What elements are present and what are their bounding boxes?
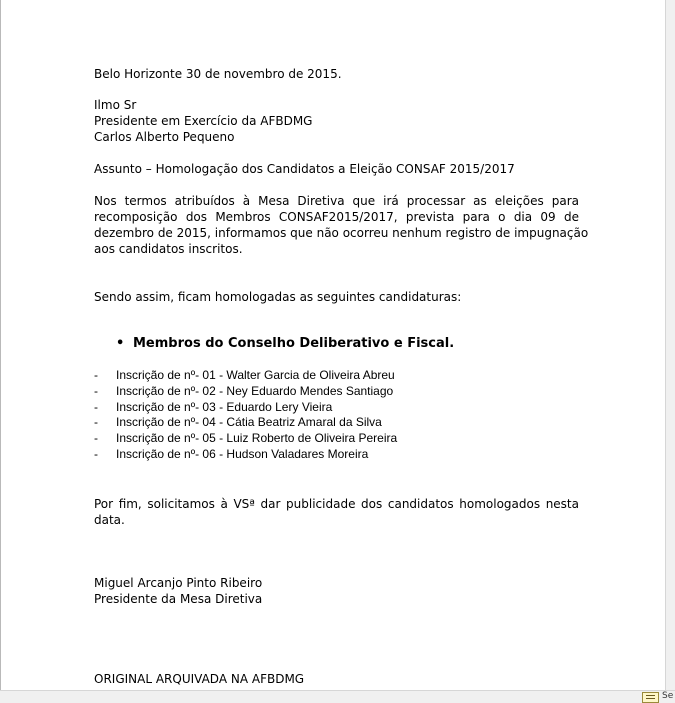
vertical-scrollbar[interactable] xyxy=(665,0,675,690)
candidate-text: Inscrição de nº- 05 - Luiz Roberto de Oliveira Pereira xyxy=(116,431,398,445)
archive-note: ORIGINAL ARQUIVADA NA AFBDMG xyxy=(94,672,305,686)
candidate-item xyxy=(94,414,382,430)
intro-paragraph-line: Nos termos atribuídos à Mesa Diretiva que irá processar as eleições para xyxy=(94,194,579,208)
subject-line: Assunto – Homologação dos Candidatos a Eleição CONSAF 2015/2017 xyxy=(94,162,515,176)
dash-marker: - xyxy=(94,368,98,382)
candidate-item xyxy=(94,399,333,415)
addressee-salutation: Ilmo Sr xyxy=(94,98,137,112)
document-status-icon[interactable] xyxy=(642,692,659,703)
candidate-item xyxy=(94,446,369,462)
intro-paragraph-line: recomposição dos Membros CONSAF2015/2017, prevista para o dia 09 de xyxy=(94,210,579,224)
candidate-text: Inscrição de nº- 06 - Hudson Valadares Moreira xyxy=(116,447,369,461)
candidate-text: Inscrição de nº- 01 - Walter Garcia de Oliveira Abreu xyxy=(116,368,395,382)
section-heading xyxy=(116,336,454,352)
intro-paragraph-line: dezembro de 2015, informamos que não ocorreu nenhum registro de impugnação xyxy=(94,226,589,240)
closing-paragraph xyxy=(94,496,579,528)
dash-marker: - xyxy=(94,431,98,445)
dash-marker: - xyxy=(94,384,98,398)
dash-marker: - xyxy=(94,415,98,429)
addressee-position: Presidente em Exercício da AFBDMG xyxy=(94,114,313,128)
dash-marker: - xyxy=(94,400,98,414)
candidate-item xyxy=(94,367,395,383)
intro-paragraph-line: aos candidatos inscritos. xyxy=(94,242,243,256)
status-text: Se xyxy=(662,691,674,701)
dash-marker: - xyxy=(94,447,98,461)
closing-paragraph-line: Por fim, solicitamos à VSª dar publicidade dos candidatos homologados nesta xyxy=(94,497,579,511)
candidate-item xyxy=(94,383,394,399)
candidate-text: Inscrição de nº- 02 - Ney Eduardo Mendes Santiago xyxy=(116,384,394,398)
candidatures-intro: Sendo assim, ficam homologadas as seguintes candidaturas: xyxy=(94,290,462,304)
candidate-text: Inscrição de nº- 04 - Cátia Beatriz Amaral da Silva xyxy=(116,415,382,429)
closing-paragraph-line: data. xyxy=(94,513,125,527)
candidate-text: Inscrição de nº- 03 - Eduardo Lery Vieira xyxy=(116,400,333,414)
signature-title: Presidente da Mesa Diretiva xyxy=(94,592,263,606)
date-line: Belo Horizonte 30 de novembro de 2015. xyxy=(94,67,342,81)
intro-paragraph xyxy=(94,193,589,257)
candidate-item xyxy=(94,430,398,446)
section-heading-text: Membros do Conselho Deliberativo e Fiscal. xyxy=(133,336,455,351)
signature-name: Miguel Arcanjo Pinto Ribeiro xyxy=(94,576,263,590)
window-left-border xyxy=(0,0,1,690)
status-bar xyxy=(0,690,675,703)
addressee-name: Carlos Alberto Pequeno xyxy=(94,130,235,144)
bullet-icon: • xyxy=(116,336,125,351)
